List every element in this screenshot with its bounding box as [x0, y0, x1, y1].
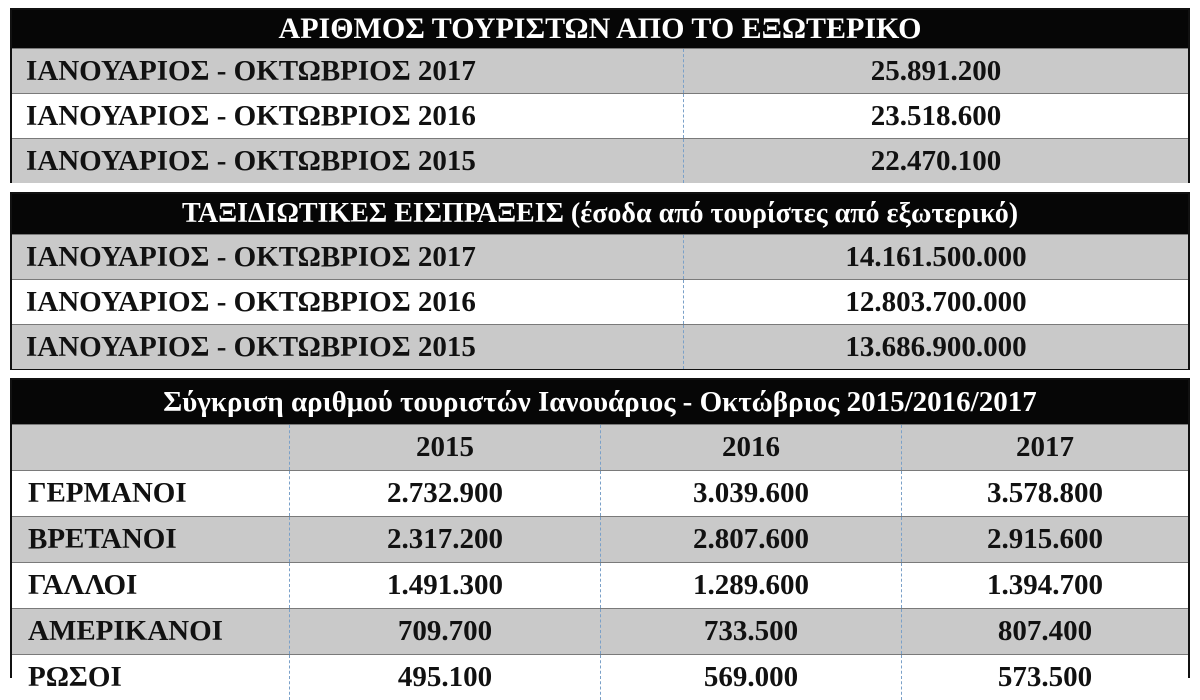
cell-2016: 733.500 — [601, 609, 902, 654]
receipts-table-title: ΤΑΞΙΔΙΩΤΙΚΕΣ ΕΙΣΠΡΑΞΕΙΣ (έσοδα από τουρίστες από εξωτερικό) — [12, 194, 1188, 234]
cell-2016: 2.807.600 — [601, 517, 902, 562]
row-label: ΓΑΛΛΟΙ — [12, 563, 290, 608]
tourists-table — [10, 8, 1190, 183]
row-label: ΓΕΡΜΑΝΟΙ — [12, 471, 290, 516]
row-value: 22.470.100 — [870, 145, 1002, 177]
cell-2016: 1.289.600 — [601, 563, 902, 608]
row-value: 25.891.200 — [870, 55, 1002, 87]
table-row — [12, 654, 1188, 700]
comparison-table-title: Σύγκριση αριθμού τουριστών Ιανουάριος - Οκτώβριος 2015/2016/2017 — [12, 380, 1188, 424]
cell-2015: 495.100 — [290, 655, 601, 700]
table-row — [12, 138, 1188, 183]
table-row — [12, 470, 1188, 516]
row-value: 14.161.500.000 — [845, 241, 1027, 273]
cell-2015: 2.317.200 — [290, 517, 601, 562]
cell-2015: 1.491.300 — [290, 563, 601, 608]
table-row — [12, 562, 1188, 608]
cell-2017: 807.400 — [997, 615, 1093, 647]
cell-2015: 2.732.900 — [290, 471, 601, 516]
row-label: ΙΑΝΟΥΑΡΙΟΣ - ΟΚΤΩΒΡΙΟΣ 2015 — [12, 139, 684, 183]
table-row — [12, 93, 1188, 138]
cell-2016: 569.000 — [601, 655, 902, 700]
cell-2015: 709.700 — [290, 609, 601, 654]
cell-2016: 3.039.600 — [601, 471, 902, 516]
table-row — [12, 324, 1188, 369]
row-label: ΡΩΣΟΙ — [12, 655, 290, 700]
column-header: 2016 — [601, 425, 902, 470]
cell-2017: 1.394.700 — [987, 569, 1103, 601]
table-row — [12, 48, 1188, 93]
column-header: 2017 — [1016, 431, 1074, 463]
row-value: 12.803.700.000 — [845, 286, 1027, 318]
column-header: 2015 — [290, 425, 601, 470]
table-row — [12, 516, 1188, 562]
row-value: 23.518.600 — [870, 100, 1002, 132]
cell-2017: 573.500 — [997, 661, 1093, 693]
table-row — [12, 608, 1188, 654]
row-label: ΒΡΕΤΑΝΟΙ — [12, 517, 290, 562]
row-label: ΙΑΝΟΥΑΡΙΟΣ - ΟΚΤΩΒΡΙΟΣ 2017 — [12, 49, 684, 93]
row-value: 13.686.900.000 — [845, 331, 1027, 363]
row-label: ΙΑΝΟΥΑΡΙΟΣ - ΟΚΤΩΒΡΙΟΣ 2015 — [12, 325, 684, 369]
row-label: ΙΑΝΟΥΑΡΙΟΣ - ΟΚΤΩΒΡΙΟΣ 2016 — [12, 94, 684, 138]
row-label: ΙΑΝΟΥΑΡΙΟΣ - ΟΚΤΩΒΡΙΟΣ 2016 — [12, 280, 684, 324]
table-row — [12, 279, 1188, 324]
column-header-row — [12, 424, 1188, 470]
cell-2017: 2.915.600 — [987, 523, 1103, 555]
row-label: ΙΑΝΟΥΑΡΙΟΣ - ΟΚΤΩΒΡΙΟΣ 2017 — [12, 235, 684, 279]
row-label: ΑΜΕΡΙΚΑΝΟΙ — [12, 609, 290, 654]
table-row — [12, 234, 1188, 279]
comparison-table — [10, 378, 1190, 693]
receipts-table — [10, 192, 1190, 370]
column-header — [12, 425, 290, 470]
tourists-table-title: ΑΡΙΘΜΟΣ ΤΟΥΡΙΣΤΩΝ ΑΠΟ ΤΟ ΕΞΩΤΕΡΙΚΟ — [12, 10, 1188, 48]
cell-2017: 3.578.800 — [987, 477, 1103, 509]
